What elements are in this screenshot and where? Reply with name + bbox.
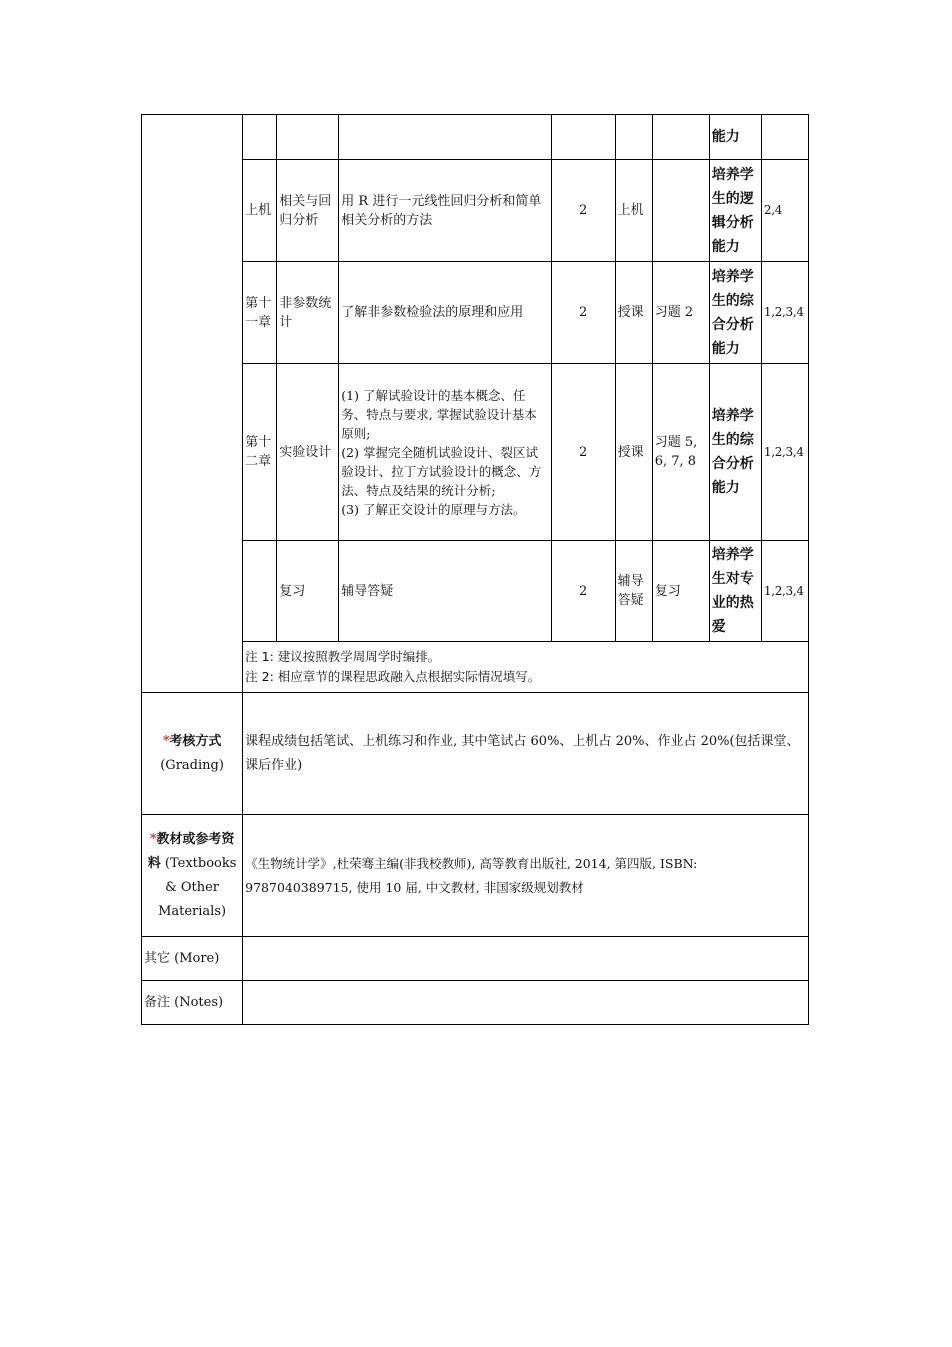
textbooks-row: [142, 815, 809, 937]
other-row: [142, 937, 809, 981]
cell-chapter: 相关与回归分析: [277, 160, 339, 262]
cell-chapter: 非参数统计: [277, 262, 339, 364]
cell-content: 了解非参数检验法的原理和应用: [339, 262, 551, 364]
cell-goal: 培养学生的综合分析能力: [709, 262, 761, 364]
grading-label-en: (Grading): [160, 757, 224, 773]
required-star: *: [149, 831, 157, 847]
textbooks-text: 《生物统计学》,杜荣骞主编(非我校教师), 高等教育出版社, 2014, 第四版, ISBN: 9787040389715, 使用 10 届, 中文教材, 非国家级规划教材: [243, 815, 809, 937]
grading-label: [142, 693, 243, 815]
syllabus-table: [141, 114, 809, 1025]
cell-goal: 培养学生的逻辑分析能力: [709, 160, 761, 262]
other-text: [243, 937, 809, 981]
cell-chapter: [277, 115, 339, 160]
cell-method: 辅导答疑: [615, 541, 652, 642]
cell-type: [243, 115, 277, 160]
cell-method: [615, 115, 652, 160]
cell-goal: 能力: [709, 115, 761, 160]
grading-text: 课程成绩包括笔试、上机练习和作业, 其中笔试占 60%、上机占 20%、作业占 20%(包括课堂、课后作业): [243, 693, 809, 815]
note-2: 注 2: 相应章节的课程思政融入点根据实际情况填写。: [245, 669, 541, 684]
cell-type: 上机: [243, 160, 277, 262]
cell-homework: 习题 5, 6, 7, 8: [652, 364, 709, 541]
remarks-text: [243, 981, 809, 1025]
cell-objectives: 1,2,3,4: [761, 364, 808, 541]
cell-method: 授课: [615, 262, 652, 364]
note-1: 注 1: 建议按照教学周周学时编排。: [245, 649, 441, 664]
remarks-row: [142, 981, 809, 1025]
cell-type: [243, 541, 277, 642]
schedule-row: [142, 115, 809, 160]
notes-cell: [243, 642, 809, 693]
cell-method: 上机: [615, 160, 652, 262]
cell-goal: 培养学生对专业的热爱: [709, 541, 761, 642]
left-blank-cell: [142, 115, 243, 693]
cell-type: 第十二章: [243, 364, 277, 541]
textbooks-label-cn: 教材或参考资料: [147, 831, 235, 871]
required-star: *: [162, 733, 170, 749]
cell-hours: 2: [551, 364, 615, 541]
other-label: 其它 (More): [142, 937, 243, 981]
textbooks-label-en: (Textbooks & Other Materials): [158, 855, 237, 919]
cell-hours: [551, 115, 615, 160]
cell-objectives: 1,2,3,4: [761, 262, 808, 364]
cell-homework: 复习: [652, 541, 709, 642]
cell-hours: 2: [551, 262, 615, 364]
cell-type: 第十一章: [243, 262, 277, 364]
cell-content: 用 R 进行一元线性回归分析和简单相关分析的方法: [339, 160, 551, 262]
cell-objectives: 1,2,3,4: [761, 541, 808, 642]
grading-row: [142, 693, 809, 815]
cell-chapter: 复习: [277, 541, 339, 642]
cell-homework: 习题 2: [652, 262, 709, 364]
cell-method: 授课: [615, 364, 652, 541]
cell-objectives: [761, 115, 808, 160]
grading-label-cn: 考核方式: [169, 733, 222, 749]
cell-objectives: 2,4: [761, 160, 808, 262]
cell-content: 辅导答疑: [339, 541, 551, 642]
cell-chapter: 实验设计: [277, 364, 339, 541]
cell-hours: 2: [551, 160, 615, 262]
remarks-label: 备注 (Notes): [142, 981, 243, 1025]
cell-content: (1) 了解试验设计的基本概念、任务、特点与要求, 掌握试验设计基本原则; (2) 掌握完全随机试验设计、裂区试验设计、拉丁方试验设计的概念、方法、特点及结果的统计分析; (3) 了解正交设计的原理与方法。: [339, 364, 551, 541]
textbooks-label: [142, 815, 243, 937]
cell-homework: [652, 115, 709, 160]
cell-homework: [652, 160, 709, 262]
cell-hours: 2: [551, 541, 615, 642]
cell-goal: 培养学生的综合分析能力: [709, 364, 761, 541]
cell-content: [339, 115, 551, 160]
